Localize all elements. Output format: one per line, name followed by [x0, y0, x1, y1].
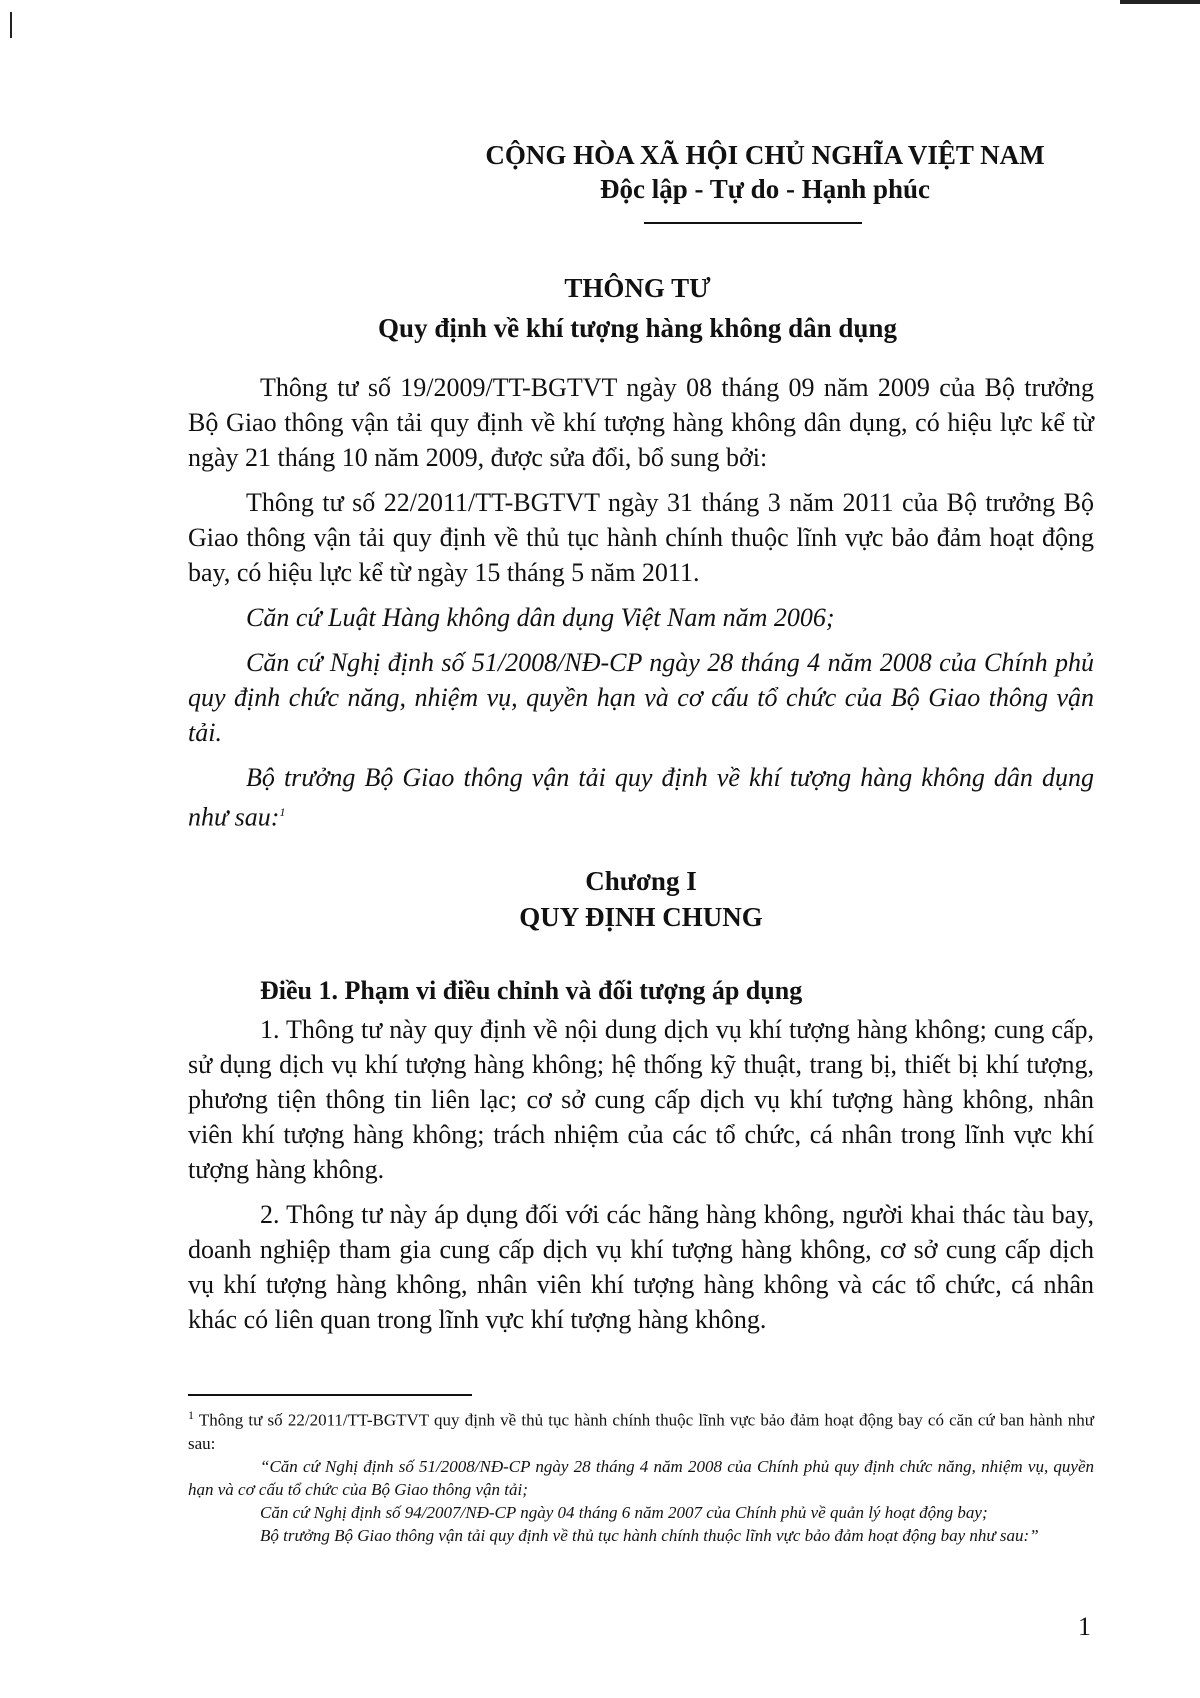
motto: Độc lập - Tự do - Hạnh phúc	[599, 174, 931, 204]
footnote-quote-3: Bộ trưởng Bộ Giao thông vận tải quy định về thủ tục hành chính thuộc lĩnh vực bảo đảm hoạt động bay như sau:”	[260, 1525, 1039, 1545]
national-header	[440, 138, 1090, 206]
document-subject: Quy định về khí tượng hàng không dân dụng	[378, 313, 897, 343]
preamble-paragraph-2: Thông tư số 22/2011/TT-BGTVT ngày 31 tháng 3 năm 2011 của Bộ trưởng Bộ Giao thông vận tải quy định về thủ tục hành chính thuộc lĩnh vực bảo đảm hoạt động bay, có hiệu lực kể từ ngày 15 tháng 5 năm 2011.	[188, 488, 1094, 587]
legal-basis-2: Căn cứ Nghị định số 51/2008/NĐ-CP ngày 28 tháng 4 năm 2008 của Chính phủ quy định chức năng, nhiệm vụ, quyền hạn và cơ cấu tổ chức của Bộ Giao thông vận tải.	[188, 648, 1094, 747]
footnote-quote-2: Căn cứ Nghị định số 94/2007/NĐ-CP ngày 04 tháng 6 năm 2007 của Chính phủ về quản lý hoạt động bay;	[260, 1502, 988, 1522]
chapter-title: QUY ĐỊNH CHUNG	[519, 902, 763, 932]
article-title: Điều 1. Phạm vi điều chỉnh và đối tượng áp dụng	[260, 976, 803, 1005]
chapter-heading	[188, 863, 1094, 935]
national-title: CỘNG HÒA XÃ HỘI CHỦ NGHĨA VIỆT NAM	[485, 140, 1045, 170]
article-clause-2: 2. Thông tư này áp dụng đối với các hãng hàng không, người khai thác tàu bay, doanh nghiệp tham gia cung cấp dịch vụ khí tượng hàng không, cơ sở cung cấp dịch vụ khí tượng hàng không, nhân viên khí tượng hàng không và các tổ chức, cá nhân khác có liên quan trong lĩnh vực khí tượng hàng không.	[188, 1200, 1094, 1334]
page-number: 1	[1078, 1612, 1091, 1641]
enacting-clause	[188, 760, 1094, 835]
article-clause-1: 1. Thông tư này quy định về nội dung dịch vụ khí tượng hàng không; cung cấp, sử dụng dịch vụ khí tượng hàng không; hệ thống kỹ thuật, trang bị, thiết bị khí tượng, phương tiện thông tin liên lạc; cơ sở cung cấp dịch vụ khí tượng hàng không, nhân viên khí tượng hàng không; trách nhiệm của các tổ chức, cá nhân trong lĩnh vực khí tượng hàng không.	[188, 1015, 1094, 1184]
document-type: THÔNG TƯ	[564, 273, 711, 303]
footnote-marker: 1	[188, 1408, 194, 1422]
footnote-ref[interactable]: 1	[279, 805, 286, 819]
footnote-intro-text: Thông tư số 22/2011/TT-BGTVT quy định về thủ tục hành chính thuộc lĩnh vực bảo đảm hoạt động bay có căn cứ ban hành như sau:	[188, 1410, 1094, 1453]
footnote-divider	[188, 1394, 472, 1396]
article-1	[188, 973, 1094, 1347]
preamble-paragraph-1: Thông tư số 19/2009/TT-BGTVT ngày 08 tháng 09 năm 2009 của Bộ trưởng Bộ Giao thông vận tải quy định về khí tượng hàng không dân dụng, có hiệu lực kể từ ngày 21 tháng 10 năm 2009, được sửa đổi, bổ sung bởi:	[188, 373, 1094, 472]
scan-mark-top-right	[1120, 0, 1200, 4]
chapter-number: Chương I	[585, 866, 697, 896]
document-title-block	[175, 268, 1100, 348]
scan-mark-top-left	[10, 12, 12, 38]
preamble	[188, 370, 1094, 845]
footnote-intro	[188, 1404, 1094, 1455]
footnotes	[188, 1404, 1094, 1547]
footnote-quote-1: “Căn cứ Nghị định số 51/2008/NĐ-CP ngày 28 tháng 4 năm 2008 của Chính phủ quy định chức năng, nhiệm vụ, quyền hạn và cơ cấu tổ chức của Bộ Giao thông vận tải;	[188, 1456, 1094, 1499]
legal-basis-1: Căn cứ Luật Hàng không dân dụng Việt Nam năm 2006;	[246, 603, 835, 632]
header-divider	[644, 222, 862, 224]
enacting-clause-text: Bộ trưởng Bộ Giao thông vận tải quy định về khí tượng hàng không dân dụng như sau:	[188, 763, 1094, 832]
